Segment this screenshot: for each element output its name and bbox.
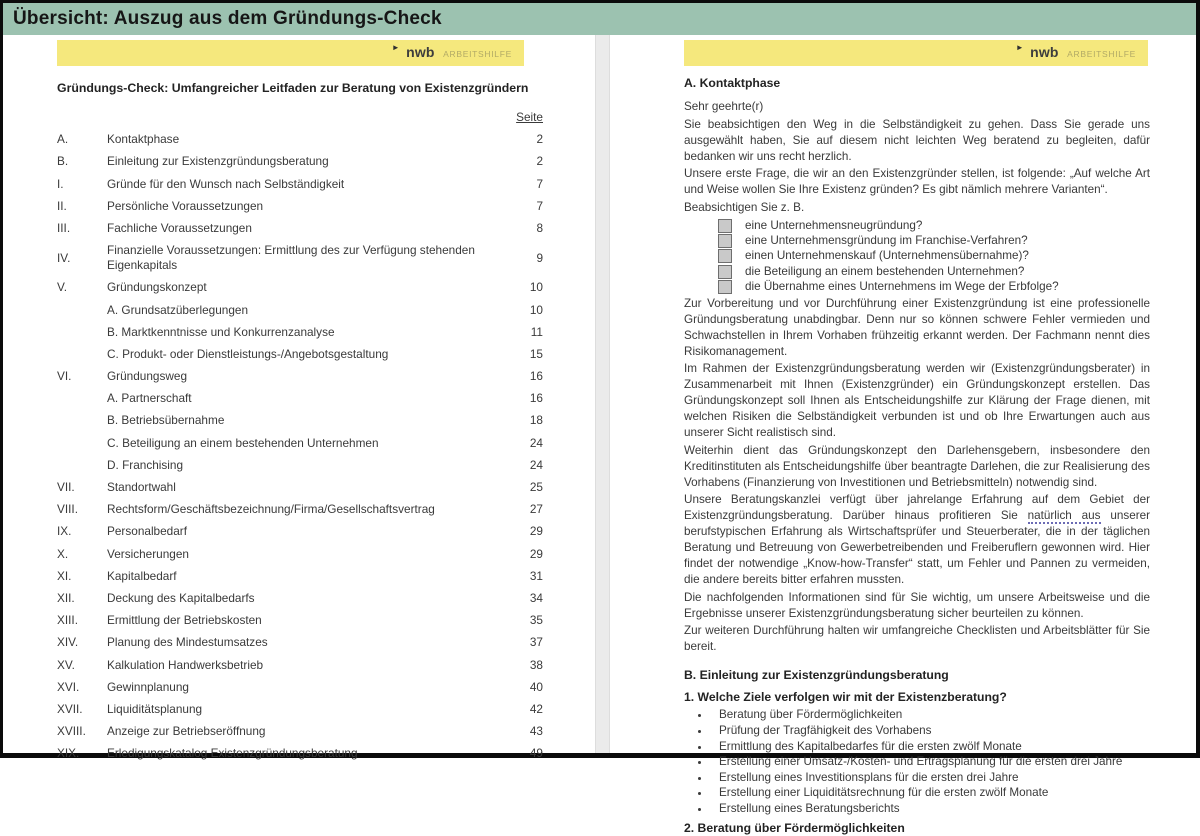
nwb-brand-name: nwb (406, 44, 435, 60)
toc-row: IV. Finanzielle Voraussetzungen: Ermittlung des zur Verfügung stehenden Eigenkapitals 9 (57, 243, 543, 273)
toc-row: XIII. Ermittlung der Betriebskosten 35 (57, 613, 543, 628)
goal-item: • Erstellung eines Beratungsberichts (711, 801, 1150, 817)
toc-row: B. Betriebsübernahme 18 (107, 413, 543, 428)
goal-item: • Beratung über Fördermöglichkeiten (711, 707, 1150, 723)
toc-row: A. Kontaktphase 2 (57, 132, 543, 147)
toc-row: C. Beteiligung an einem bestehenden Unternehmen 24 (107, 435, 543, 450)
goal-item: • Erstellung eines Investitionsplans für die ersten drei Jahre (711, 770, 1150, 786)
checklist-item (718, 249, 1150, 264)
paragraph: Unsere erste Frage, die wir an den Existenzgründer stellen, ist folgende: „Auf welche Art und Weise wollen Sie Ihre Existenz gründen? Es gibt nämlich mehrere Varianten“. (684, 167, 1150, 196)
nwb-brand-name: nwb (1030, 44, 1059, 60)
checkbox-label: einen Unternehmenskauf (Unternehmensübernahme)? (745, 249, 1029, 263)
right-brand-banner (684, 40, 1148, 66)
toc-row: B. Marktkenntnisse und Konkurrenzanalyse 11 (107, 324, 543, 339)
paragraph: Zur weiteren Durchführung halten wir umfangreiche Checklisten und Arbeitsblätter für Sie bereit. (684, 624, 1150, 654)
document-title: Gründungs-Check: Umfangreicher Leitfaden zur Beratung von Existenzgründern (57, 81, 529, 95)
nwb-brand-tagline: ARBEITSHILFE (443, 49, 512, 59)
toc-row: D. Franchising 24 (107, 457, 543, 472)
toc-row: VI. Gründungsweg 16 (57, 369, 543, 384)
toc-row: C. Produkt- oder Dienstleistungs-/Angebotsgestaltung 15 (107, 346, 543, 361)
left-brand-banner (57, 40, 524, 66)
toc-row: XVII. Liquiditätsplanung 42 (57, 701, 543, 716)
window-titlebar (3, 3, 1196, 35)
window-title: Übersicht: Auszug aus dem Gründungs-Check (13, 8, 442, 29)
goal-item: • Erstellung einer Umsatz-/Kosten- und Ertragsplanung für die ersten drei Jahre (711, 754, 1150, 770)
paragraph-text: Unsere Beratungskanzlei verfügt über jahrelange Erfahrung auf dem Gebiet der Existenzgründungsberatung. Darüber hinaus profitieren Sie (684, 493, 1150, 523)
toc-row: I. Gründe für den Wunsch nach Selbständigkeit 7 (57, 176, 543, 191)
toc-row: A. Grundsatzüberlegungen 10 (107, 302, 543, 317)
goals-list (684, 707, 1150, 816)
checklist-item (718, 219, 1150, 234)
toc-row: XI. Kapitalbedarf 31 (57, 568, 543, 583)
paragraph: Im Rahmen der Existenzgründungsberatung werden wir (Existenzgründungsberater) in Zusammenarbeit mit Ihnen (Existenzgründer) ein Gründungskonzept erstellen. Das Gründungskonzept soll Ihnen als Entscheidungshilfe zur Klärung der Frage dienen, mit welchen Risiken die Selbständigkeit verbunden ist und ob Ihre Erwartungen auch aus unserer Sicht realistisch sind. (684, 362, 1150, 440)
left-page-pane[interactable] (3, 35, 595, 761)
spellcheck-marked-text: natürlich aus (1027, 509, 1101, 523)
nwb-arrow-icon: ► (391, 43, 400, 52)
toc-row: B. Einleitung zur Existenzgründungsberatung 2 (57, 154, 543, 169)
paragraph-text: unserer berufstypischen Erfahrung als Wirtschaftsprüfer und Steuerberater, die in der täglichen Beratung und Betreuung von Gewerbetreibenden und Freiberuflern gewonnen wird. Hier findet der notwendige „Know-how-Transfer“ statt, um Fehler und Pannen zu vermeiden, die andere bereits bitter erfahren mussten. (684, 509, 1150, 587)
goal-item: • Ermittlung des Kapitalbedarfes für die ersten zwölf Monate (711, 739, 1150, 755)
checkbox[interactable] (718, 219, 732, 233)
nwb-logo (392, 43, 512, 62)
section-b2-heading: 2. Beratung über Fördermöglichkeiten (684, 820, 905, 835)
toc-row: V. Gründungskonzept 10 (57, 280, 543, 295)
checkbox-label: die Übernahme eines Unternehmens im Wege der Erbfolge? (745, 279, 1059, 293)
checkbox-prompt: Beabsichtigen Sie z. B. (684, 200, 805, 214)
checklist-item (718, 279, 1150, 294)
section-a-heading: A. Kontaktphase (684, 76, 781, 90)
toc-row: XV. Kalkulation Handwerksbetrieb 38 (57, 657, 543, 672)
paragraph: Die nachfolgenden Informationen sind für Sie wichtig, um unsere Arbeitsweise und die Ergebnisse unserer Existenzgründungsberatung sicher beurteilen zu können. (684, 590, 1150, 620)
checkbox-label: die Beteiligung an einem bestehenden Unternehmen? (745, 264, 1025, 278)
toc-row: A. Partnerschaft 16 (107, 391, 543, 406)
checkbox-label: eine Unternehmensgründung im Franchise-Verfahren? (745, 234, 1028, 248)
checkbox[interactable] (718, 234, 732, 248)
toc-row: XIX. Erledigungskatalog Existenzgründungsberatung 49 (57, 746, 543, 761)
nwb-logo (1016, 43, 1136, 62)
checkbox-label: eine Unternehmensneugründung? (745, 219, 923, 233)
section-b-heading: B. Einleitung zur Existenzgründungsberatung (684, 668, 949, 683)
toc-row: II. Persönliche Voraussetzungen 7 (57, 198, 543, 213)
section-b1-heading: 1. Welche Ziele verfolgen wir mit der Existenzberatung? (684, 690, 1007, 705)
paragraph: Weiterhin dient das Gründungskonzept den Darlehensgebern, insbesondere den Kreditinstituten als Entscheidungshilfe über beantragte Darlehen, die zur Realisierung des Vorhabens (Finanzierung von Investitionen und Betriebsmitteln) notwendig sind. (684, 443, 1150, 489)
toc-row: XII. Deckung des Kapitalbedarfs 34 (57, 590, 543, 605)
toc-row: X. Versicherungen 29 (57, 546, 543, 561)
goal-item: • Erstellung einer Liquiditätsrechnung für die ersten zwölf Monate (711, 785, 1150, 801)
goal-item: • Prüfung der Tragfähigkeit des Vorhabens (711, 723, 1150, 739)
checklist-item (718, 264, 1150, 279)
nwb-arrow-icon: ► (1015, 43, 1024, 52)
toc-page-column-header: Seite (516, 110, 543, 124)
founding-variant-checklist (718, 219, 1150, 295)
toc-row: XVIII. Anzeige zur Betriebseröffnung 43 (57, 724, 543, 739)
page-divider (595, 35, 610, 753)
nwb-brand-tagline: ARBEITSHILFE (1067, 49, 1136, 59)
toc-row: XVI. Gewinnplanung 40 (57, 679, 543, 694)
paragraph: Sie beabsichtigen den Weg in die Selbständigkeit zu gehen. Dass Sie gerade uns ausgewählt haben, Sie auf diesem nicht leichten Weg beratend zu begleiten, dafür bedanken wir uns recht herzlich. (684, 117, 1150, 163)
salutation: Sehr geehrte(r) (684, 100, 764, 113)
toc-row: VIII. Rechtsform/Geschäftsbezeichnung/Firma/Gesellschaftsvertrag 27 (57, 502, 543, 517)
checkbox[interactable] (718, 249, 732, 263)
letter-section (684, 75, 1150, 836)
toc-row: III. Fachliche Voraussetzungen 8 (57, 220, 543, 235)
checkbox[interactable] (718, 265, 732, 279)
checklist-item (718, 234, 1150, 249)
paragraph: Zur Vorbereitung und vor Durchführung einer Existenzgründung ist eine professionelle Gründungsberatung unabdingbar. Denn nur so können schwere Fehler vermieden und Schwachstellen in Ihrem Vorhaben frühzeitig erkannt werden. Der Fachmann nennt dies Risikomanagement. (684, 296, 1150, 358)
toc-row: XIV. Planung des Mindestumsatzes 37 (57, 635, 543, 650)
toc-row: VII. Standortwahl 25 (57, 480, 543, 494)
toc-section (57, 81, 543, 761)
checkbox[interactable] (718, 280, 732, 294)
pages-container (3, 35, 1196, 835)
toc-row: IX. Personalbedarf 29 (57, 524, 543, 539)
right-page-pane[interactable] (610, 35, 1196, 835)
paragraph (684, 492, 1150, 588)
